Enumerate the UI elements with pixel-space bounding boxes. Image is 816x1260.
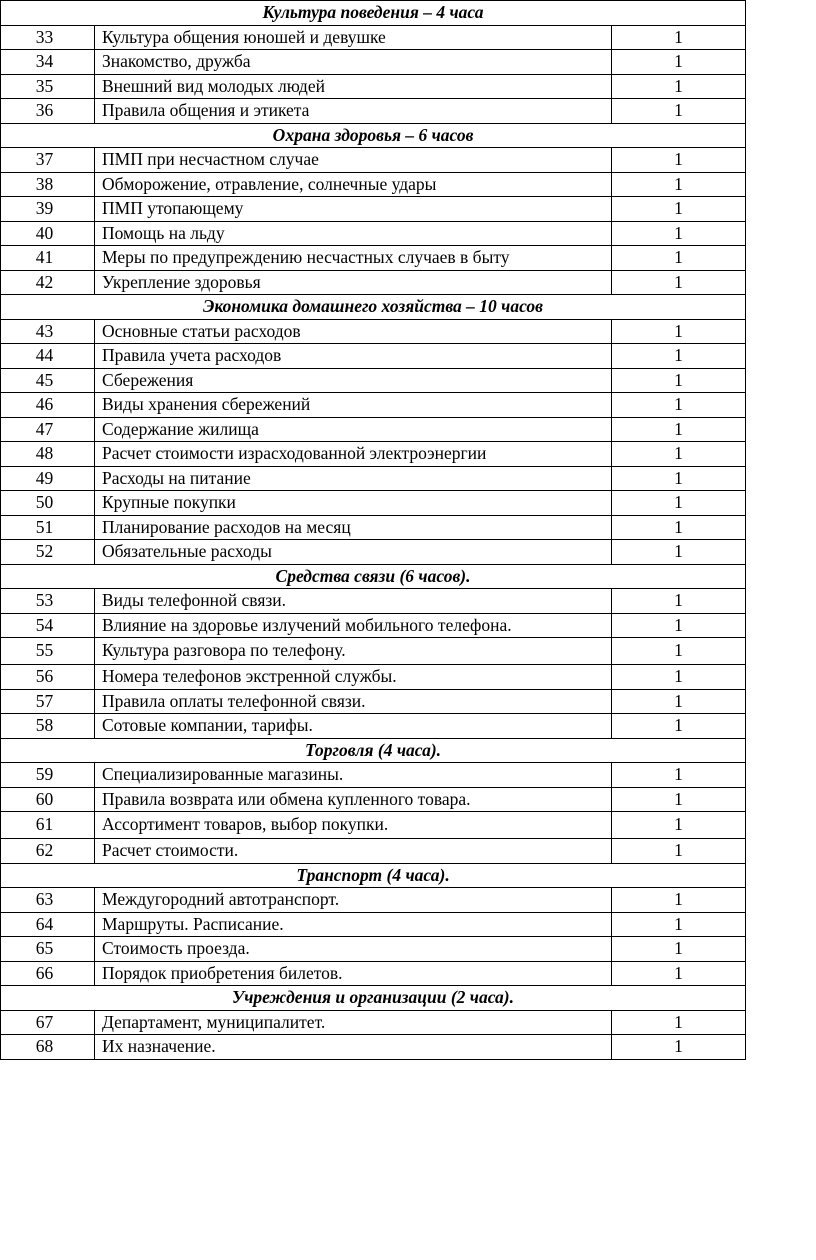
table-row xyxy=(1,368,746,393)
section-title: Охрана здоровья – 6 часов xyxy=(1,123,746,148)
lesson-topic-cell: Стоимость проезда. xyxy=(95,937,612,962)
lesson-hours-cell: 1 xyxy=(612,912,746,937)
table-row xyxy=(1,961,746,986)
lesson-number-cell: 41 xyxy=(1,246,95,271)
lesson-number-cell: 45 xyxy=(1,368,95,393)
table-row xyxy=(1,763,746,788)
lesson-topic-cell: Меры по предупреждению несчастных случаев в быту xyxy=(95,246,612,271)
lesson-number-cell: 48 xyxy=(1,442,95,467)
lesson-topic-cell: Сотовые компании, тарифы. xyxy=(95,714,612,739)
lesson-number-cell: 61 xyxy=(1,812,95,839)
lesson-topic-cell: Виды телефонной связи. xyxy=(95,589,612,614)
table-row xyxy=(1,246,746,271)
table-row xyxy=(1,714,746,739)
table-row xyxy=(1,812,746,839)
lesson-topic-cell: Правила учета расходов xyxy=(95,344,612,369)
lesson-topic-cell: Междугородний автотранспорт. xyxy=(95,888,612,913)
lesson-topic-cell: Обязательные расходы xyxy=(95,540,612,565)
lesson-topic-cell: Расходы на питание xyxy=(95,466,612,491)
lesson-hours-cell: 1 xyxy=(612,888,746,913)
lesson-number-cell: 63 xyxy=(1,888,95,913)
lesson-number-cell: 68 xyxy=(1,1035,95,1060)
lesson-hours-cell: 1 xyxy=(612,491,746,516)
table-row xyxy=(1,25,746,50)
lesson-number-cell: 65 xyxy=(1,937,95,962)
lesson-number-cell: 56 xyxy=(1,665,95,690)
lesson-hours-cell: 1 xyxy=(612,665,746,690)
lesson-hours-cell: 1 xyxy=(612,393,746,418)
lesson-number-cell: 40 xyxy=(1,221,95,246)
lesson-topic-cell: Расчет стоимости израсходованной электроэнергии xyxy=(95,442,612,467)
table-row xyxy=(1,665,746,690)
table-row xyxy=(1,613,746,638)
section-header-row xyxy=(1,738,746,763)
lesson-hours-cell: 1 xyxy=(612,1035,746,1060)
lesson-number-cell: 64 xyxy=(1,912,95,937)
lesson-topic-cell: Правила возврата или обмена купленного товара. xyxy=(95,787,612,812)
lesson-hours-cell: 1 xyxy=(612,961,746,986)
lesson-number-cell: 67 xyxy=(1,1010,95,1035)
table-row xyxy=(1,491,746,516)
table-row xyxy=(1,888,746,913)
lesson-topic-cell: Номера телефонов экстренной службы. xyxy=(95,665,612,690)
section-title: Торговля (4 часа). xyxy=(1,738,746,763)
lesson-topic-cell: ПМП утопающему xyxy=(95,197,612,222)
section-header-row xyxy=(1,123,746,148)
lesson-topic-cell: Сбережения xyxy=(95,368,612,393)
lesson-number-cell: 42 xyxy=(1,270,95,295)
lesson-topic-cell: Департамент, муниципалитет. xyxy=(95,1010,612,1035)
table-row xyxy=(1,74,746,99)
lesson-topic-cell: Влияние на здоровье излучений мобильного телефона. xyxy=(95,613,612,638)
table-row xyxy=(1,319,746,344)
lesson-number-cell: 58 xyxy=(1,714,95,739)
lesson-topic-cell: Порядок приобретения билетов. xyxy=(95,961,612,986)
table-row xyxy=(1,1035,746,1060)
table-row xyxy=(1,270,746,295)
lesson-topic-cell: Содержание жилища xyxy=(95,417,612,442)
lesson-hours-cell: 1 xyxy=(612,172,746,197)
section-title: Учреждения и организации (2 часа). xyxy=(1,986,746,1011)
table-row xyxy=(1,466,746,491)
lesson-number-cell: 35 xyxy=(1,74,95,99)
lesson-hours-cell: 1 xyxy=(612,839,746,864)
table-row xyxy=(1,689,746,714)
lesson-topic-cell: Помощь на льду xyxy=(95,221,612,246)
lesson-hours-cell: 1 xyxy=(612,270,746,295)
table-row xyxy=(1,172,746,197)
lesson-number-cell: 60 xyxy=(1,787,95,812)
lesson-hours-cell: 1 xyxy=(612,74,746,99)
lesson-number-cell: 51 xyxy=(1,515,95,540)
lesson-hours-cell: 1 xyxy=(612,221,746,246)
lesson-number-cell: 62 xyxy=(1,839,95,864)
table-row xyxy=(1,589,746,614)
lesson-number-cell: 37 xyxy=(1,148,95,173)
lesson-hours-cell: 1 xyxy=(612,1010,746,1035)
lesson-hours-cell: 1 xyxy=(612,787,746,812)
table-row xyxy=(1,344,746,369)
lesson-number-cell: 49 xyxy=(1,466,95,491)
table-row xyxy=(1,787,746,812)
lesson-number-cell: 53 xyxy=(1,589,95,614)
table-row xyxy=(1,148,746,173)
lesson-topic-cell: Специализированные магазины. xyxy=(95,763,612,788)
lesson-hours-cell: 1 xyxy=(612,689,746,714)
table-row xyxy=(1,50,746,75)
lesson-number-cell: 39 xyxy=(1,197,95,222)
lesson-topic-cell: Ассортимент товаров, выбор покупки. xyxy=(95,812,612,839)
lesson-plan-table-body xyxy=(1,1,746,1060)
table-row xyxy=(1,393,746,418)
section-title: Средства связи (6 часов). xyxy=(1,564,746,589)
lesson-number-cell: 54 xyxy=(1,613,95,638)
section-title: Транспорт (4 часа). xyxy=(1,863,746,888)
lesson-hours-cell: 1 xyxy=(612,50,746,75)
lesson-topic-cell: Планирование расходов на месяц xyxy=(95,515,612,540)
lesson-hours-cell: 1 xyxy=(612,25,746,50)
lesson-hours-cell: 1 xyxy=(612,937,746,962)
table-row xyxy=(1,417,746,442)
lesson-hours-cell: 1 xyxy=(612,515,746,540)
lesson-topic-cell: ПМП при несчастном случае xyxy=(95,148,612,173)
lesson-hours-cell: 1 xyxy=(612,540,746,565)
lesson-hours-cell: 1 xyxy=(612,638,746,665)
lesson-number-cell: 38 xyxy=(1,172,95,197)
lesson-number-cell: 52 xyxy=(1,540,95,565)
lesson-topic-cell: Обморожение, отравление, солнечные удары xyxy=(95,172,612,197)
lesson-hours-cell: 1 xyxy=(612,613,746,638)
table-row xyxy=(1,515,746,540)
lesson-hours-cell: 1 xyxy=(612,344,746,369)
lesson-hours-cell: 1 xyxy=(612,319,746,344)
lesson-number-cell: 47 xyxy=(1,417,95,442)
lesson-hours-cell: 1 xyxy=(612,417,746,442)
lesson-topic-cell: Виды хранения сбережений xyxy=(95,393,612,418)
table-row xyxy=(1,442,746,467)
table-row xyxy=(1,638,746,665)
lesson-hours-cell: 1 xyxy=(612,442,746,467)
section-title: Культура поведения – 4 часа xyxy=(1,1,746,26)
lesson-hours-cell: 1 xyxy=(612,148,746,173)
lesson-hours-cell: 1 xyxy=(612,589,746,614)
lesson-topic-cell: Знакомство, дружба xyxy=(95,50,612,75)
table-row xyxy=(1,839,746,864)
table-row xyxy=(1,99,746,124)
lesson-hours-cell: 1 xyxy=(612,99,746,124)
lesson-topic-cell: Правила оплаты телефонной связи. xyxy=(95,689,612,714)
lesson-hours-cell: 1 xyxy=(612,714,746,739)
lesson-number-cell: 34 xyxy=(1,50,95,75)
lesson-number-cell: 50 xyxy=(1,491,95,516)
lesson-number-cell: 33 xyxy=(1,25,95,50)
section-title: Экономика домашнего хозяйства – 10 часов xyxy=(1,295,746,320)
lesson-number-cell: 46 xyxy=(1,393,95,418)
lesson-number-cell: 55 xyxy=(1,638,95,665)
table-row xyxy=(1,912,746,937)
section-header-row xyxy=(1,986,746,1011)
table-row xyxy=(1,221,746,246)
lesson-topic-cell: Правила общения и этикета xyxy=(95,99,612,124)
lesson-hours-cell: 1 xyxy=(612,763,746,788)
lesson-number-cell: 66 xyxy=(1,961,95,986)
lesson-hours-cell: 1 xyxy=(612,246,746,271)
table-row xyxy=(1,1010,746,1035)
lesson-topic-cell: Культура общения юношей и девушке xyxy=(95,25,612,50)
lesson-hours-cell: 1 xyxy=(612,197,746,222)
table-row xyxy=(1,540,746,565)
lesson-number-cell: 36 xyxy=(1,99,95,124)
lesson-topic-cell: Их назначение. xyxy=(95,1035,612,1060)
lesson-number-cell: 57 xyxy=(1,689,95,714)
lesson-topic-cell: Маршруты. Расписание. xyxy=(95,912,612,937)
lesson-topic-cell: Расчет стоимости. xyxy=(95,839,612,864)
lesson-topic-cell: Укрепление здоровья xyxy=(95,270,612,295)
section-header-row xyxy=(1,295,746,320)
lesson-topic-cell: Внешний вид молодых людей xyxy=(95,74,612,99)
lesson-number-cell: 43 xyxy=(1,319,95,344)
lesson-hours-cell: 1 xyxy=(612,368,746,393)
section-header-row xyxy=(1,863,746,888)
table-row xyxy=(1,197,746,222)
lesson-number-cell: 59 xyxy=(1,763,95,788)
table-row xyxy=(1,937,746,962)
lesson-topic-cell: Основные статьи расходов xyxy=(95,319,612,344)
section-header-row xyxy=(1,1,746,26)
lesson-number-cell: 44 xyxy=(1,344,95,369)
lesson-topic-cell: Крупные покупки xyxy=(95,491,612,516)
lesson-topic-cell: Культура разговора по телефону. xyxy=(95,638,612,665)
lesson-hours-cell: 1 xyxy=(612,812,746,839)
section-header-row xyxy=(1,564,746,589)
lesson-hours-cell: 1 xyxy=(612,466,746,491)
